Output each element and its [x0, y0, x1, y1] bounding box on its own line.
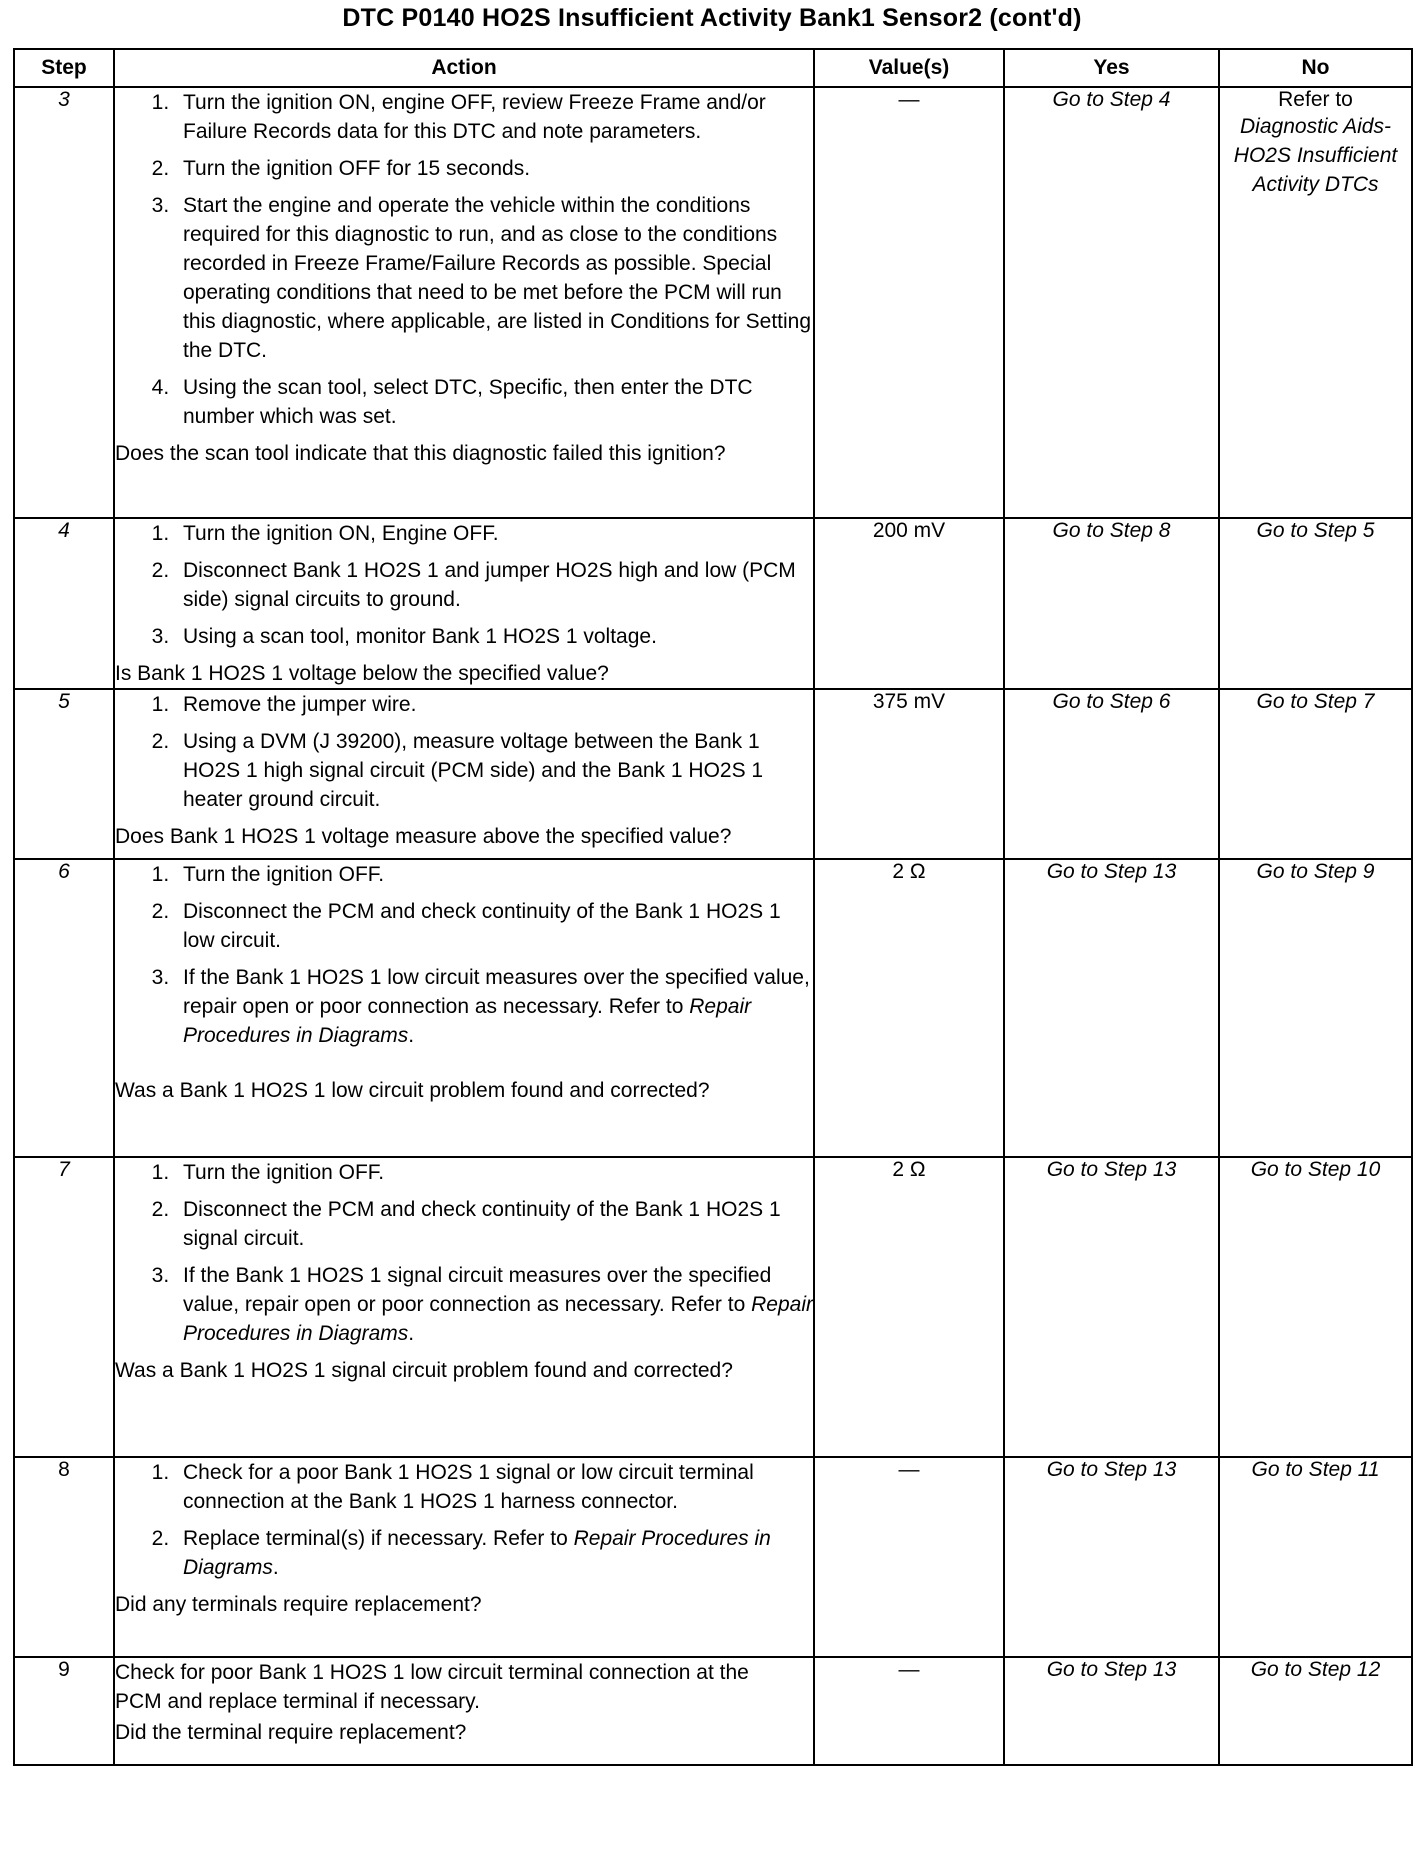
- action-question: Is Bank 1 HO2S 1 voltage below the specified value?: [115, 662, 609, 685]
- action-cell: [114, 859, 814, 1157]
- action-step: 1. Turn the ignition OFF.: [175, 1158, 813, 1187]
- reference-link: Repair Procedures in Diagrams: [183, 995, 752, 1047]
- yes-cell: Go to Step 13: [1004, 859, 1219, 1157]
- value-cell: 375 mV: [814, 689, 1004, 859]
- table-row: [14, 87, 1412, 518]
- step-number: 3: [14, 87, 114, 518]
- table-row: [14, 859, 1412, 1157]
- value-cell: —: [814, 1457, 1004, 1657]
- yes-cell: Go to Step 13: [1004, 1157, 1219, 1457]
- value-cell: 200 mV: [814, 518, 1004, 689]
- action-step: 3. If the Bank 1 HO2S 1 signal circuit measures over the specified value, repair open or poor connection as necessary. Refer to Repair Procedures in Diagrams.: [175, 1261, 813, 1348]
- step-number: 7: [14, 1157, 114, 1457]
- step-number: 6: [14, 859, 114, 1157]
- action-step: 1. Turn the ignition ON, engine OFF, review Freeze Frame and/or Failure Records data for this DTC and note parameters.: [175, 88, 813, 146]
- no-cell: Go to Step 5: [1219, 518, 1412, 689]
- yes-cell: Go to Step 6: [1004, 689, 1219, 859]
- table-row: [14, 1657, 1412, 1765]
- step-number: 8: [14, 1457, 114, 1657]
- action-step: 2. Disconnect the PCM and check continuity of the Bank 1 HO2S 1 low circuit.: [175, 897, 813, 955]
- header-values: Value(s): [814, 49, 1004, 87]
- header-step: Step: [14, 49, 114, 87]
- action-step: 4. Using the scan tool, select DTC, Specific, then enter the DTC number which was set.: [175, 373, 813, 431]
- table-row: [14, 1157, 1412, 1457]
- value-cell: 2 Ω: [814, 1157, 1004, 1457]
- no-cell: [1219, 87, 1412, 518]
- no-cell: Go to Step 7: [1219, 689, 1412, 859]
- yes-cell: Go to Step 8: [1004, 518, 1219, 689]
- action-steps: [115, 690, 813, 814]
- diagnostic-table: [13, 48, 1413, 1766]
- action-step-text: If the Bank 1 HO2S 1 low circuit measures over the specified value, repair open or poor connection as necessary. Refer to: [183, 966, 810, 1018]
- action-step: 1. Remove the jumper wire.: [175, 690, 813, 719]
- no-cell: Go to Step 9: [1219, 859, 1412, 1157]
- step-number: 4: [14, 518, 114, 689]
- action-step-text: If the Bank 1 HO2S 1 signal circuit measures over the specified value, repair open or poor connection as necessary. Refer to: [183, 1264, 772, 1316]
- action-cell: [114, 1157, 814, 1457]
- action-question: Was a Bank 1 HO2S 1 low circuit problem found and corrected?: [115, 1079, 710, 1102]
- action-question: Did any terminals require replacement?: [115, 1593, 482, 1616]
- action-step: 3. If the Bank 1 HO2S 1 low circuit measures over the specified value, repair open or poor connection as necessary. Refer to Repair Procedures in Diagrams.: [175, 963, 813, 1050]
- action-question: Does the scan tool indicate that this diagnostic failed this ignition?: [115, 442, 726, 465]
- action-step: 2. Disconnect the PCM and check continuity of the Bank 1 HO2S 1 signal circuit.: [175, 1195, 813, 1253]
- no-cell: Go to Step 10: [1219, 1157, 1412, 1457]
- action-cell: [114, 518, 814, 689]
- action-question: Does Bank 1 HO2S 1 voltage measure above the specified value?: [115, 825, 732, 848]
- yes-cell: Go to Step 13: [1004, 1657, 1219, 1765]
- yes-cell: Go to Step 13: [1004, 1457, 1219, 1657]
- value-cell: —: [814, 1657, 1004, 1765]
- header-no: No: [1219, 49, 1412, 87]
- step-number: 5: [14, 689, 114, 859]
- action-step: 2. Turn the ignition OFF for 15 seconds.: [175, 154, 813, 183]
- value-cell: —: [814, 87, 1004, 518]
- action-step: 1. Turn the ignition ON, Engine OFF.: [175, 519, 813, 548]
- table-row: [14, 518, 1412, 689]
- reference-link: Repair Procedures in Diagrams: [183, 1293, 813, 1345]
- page-title: DTC P0140 HO2S Insufficient Activity Bank1 Sensor2 (cont'd): [342, 4, 1082, 32]
- header-yes: Yes: [1004, 49, 1219, 87]
- action-step-text: Replace terminal(s) if necessary. Refer to: [183, 1527, 574, 1550]
- header-row: [14, 49, 1412, 87]
- no-refer-link: Diagnostic Aids-HO2S Insufficient Activity DTCs: [1233, 115, 1398, 196]
- action-step: 1. Check for a poor Bank 1 HO2S 1 signal or low circuit terminal connection at the Bank 1 HO2S 1 harness connector.: [175, 1458, 813, 1516]
- action-question: Was a Bank 1 HO2S 1 signal circuit problem found and corrected?: [115, 1359, 733, 1382]
- action-step: 2. Using a DVM (J 39200), measure voltage between the Bank 1 HO2S 1 high signal circuit (PCM side) and the Bank 1 HO2S 1 heater ground circuit.: [175, 727, 813, 814]
- no-cell: Go to Step 11: [1219, 1457, 1412, 1657]
- action-step: 2. Disconnect Bank 1 HO2S 1 and jumper HO2S high and low (PCM side) signal circuits to ground.: [175, 556, 813, 614]
- no-cell: Go to Step 12: [1219, 1657, 1412, 1765]
- action-steps: [115, 860, 813, 1050]
- action-step: 2. Replace terminal(s) if necessary. Refer to Repair Procedures in Diagrams.: [175, 1524, 813, 1582]
- action-cell: [114, 689, 814, 859]
- header-action: Action: [114, 49, 814, 87]
- table-row: [14, 1457, 1412, 1657]
- action-step: 3. Start the engine and operate the vehicle within the conditions required for this diagnostic to run, and as close to the conditions recorded in Freeze Frame/Failure Records as possible. Special operating conditions that need to be met before the PCM will run this diagnostic, where applicable, are listed in Conditions for Setting the DTC.: [175, 191, 813, 365]
- table-row: [14, 689, 1412, 859]
- reference-link: Repair Procedures in Diagrams: [183, 1527, 771, 1579]
- action-cell: [114, 1657, 814, 1765]
- action-step: 1. Turn the ignition OFF.: [175, 860, 813, 889]
- action-steps: [115, 1458, 813, 1582]
- yes-cell: Go to Step 4: [1004, 87, 1219, 518]
- action-question: Did the terminal require replacement?: [115, 1721, 467, 1744]
- action-cell: [114, 87, 814, 518]
- action-cell: [114, 1457, 814, 1657]
- action-step: 3. Using a scan tool, monitor Bank 1 HO2S 1 voltage.: [175, 622, 813, 651]
- value-cell: 2 Ω: [814, 859, 1004, 1157]
- action-text: Check for poor Bank 1 HO2S 1 low circuit terminal connection at the PCM and replace terminal if necessary.: [115, 1661, 749, 1713]
- action-steps: [115, 1158, 813, 1348]
- no-refer-prefix: Refer to: [1278, 88, 1353, 111]
- step-number: 9: [14, 1657, 114, 1765]
- action-steps: [115, 519, 813, 651]
- action-steps: [115, 88, 813, 431]
